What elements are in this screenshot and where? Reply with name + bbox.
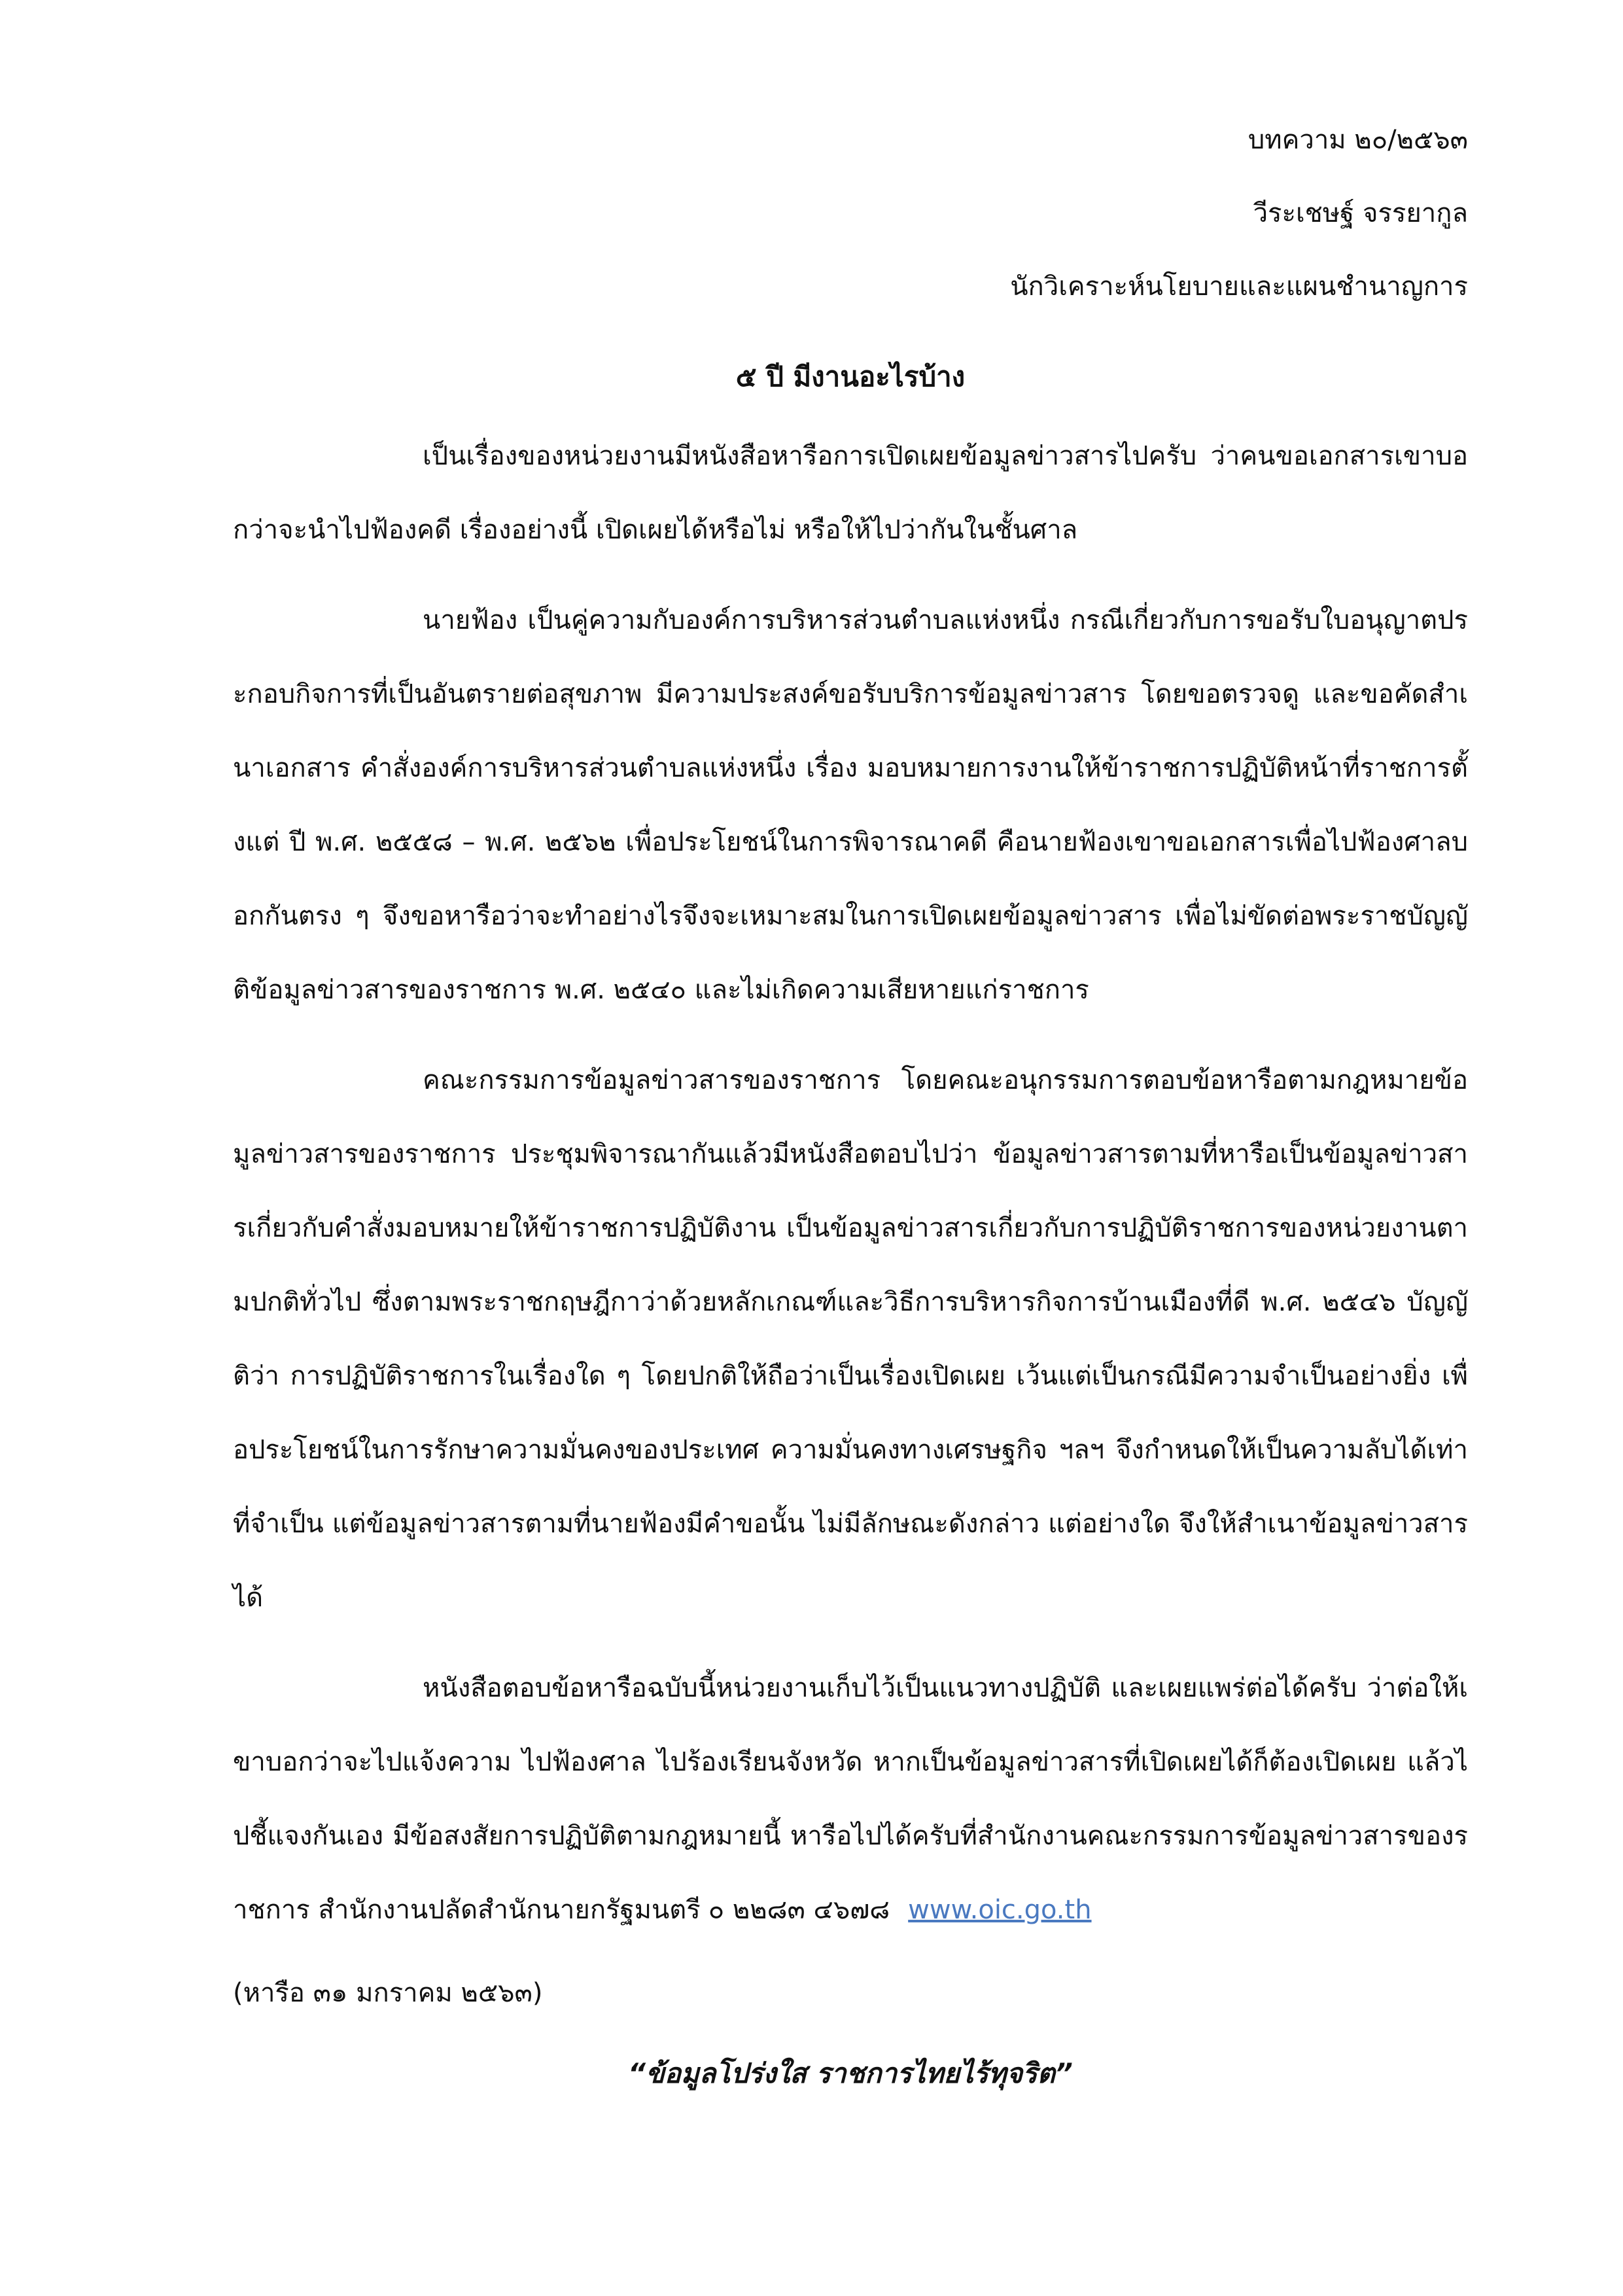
article-header bbox=[233, 103, 1468, 323]
paragraph-answer: คณะกรรมการข้อมูลข่าวสารของราชการ โดยคณะอนุกรรมการตอบข้อหารือตามกฎหมายข้อมูลข่าวสารของราชการ ประชุมพิจารณากันแล้วมีหนังสือตอบไปว่า ข้อมูลข่าวสารตามที่หารือเป็นข้อมูลข่าวสารเกี่ยวกับคำสั่งมอบหมายให้ข้าราชการปฏิบัติงาน เป็นข้อมูลข่าวสารเกี่ยวกับการปฏิบัติราชการของหน่วยงานตามปกติทั่วไป ซึ่งตามพระราชกฤษฎีกาว่าด้วยหลักเกณฑ์และวิธีการบริหารกิจการบ้านเมืองที่ดี พ.ศ. ๒๕๔๖ บัญญัติว่า การปฏิบัติราชการในเรื่องใด ๆ โดยปกติให้ถือว่าเป็นเรื่องเปิดเผย เว้นแต่เป็นกรณีมีความจำเป็นอย่างยิ่ง เพื่อประโยชน์ในการรักษาความมั่นคงของประเทศ ความมั่นคงทางเศรษฐกิจ ฯลฯ จึงกำหนดให้เป็นความลับได้เท่าที่จำเป็น แต่ข้อมูลข่าวสารตามที่นายฟ้องมีคำขอนั้น ไม่มีลักษณะดังกล่าว แต่อย่างใด จึงให้สำเนาข้อมูลข่าวสารได้ bbox=[233, 1065, 1468, 1613]
author-position: นักวิเคราะห์นโยบายและแผนชำนาญการ bbox=[1010, 272, 1468, 302]
paragraph-closing bbox=[233, 1651, 1468, 1947]
document-body bbox=[233, 103, 1468, 2113]
article-title: ๕ ปี มีงานอะไรบ้าง bbox=[735, 361, 966, 393]
slogan: “ข้อมูลโปร่งใส ราชการไทยไร้ทุจริต” bbox=[628, 2057, 1073, 2089]
website-link[interactable]: www.oic.go.th bbox=[908, 1895, 1092, 1925]
closing-text: หนังสือตอบข้อหารือฉบับนี้หน่วยงานเก็บไว้เป็นแนวทางปฏิบัติ และเผยแพร่ต่อได้ครับ ว่าต่อให้เขาบอกว่าจะไปแจ้งความ ไปฟ้องศาล ไปร้องเรียนจังหวัด หากเป็นข้อมูลข่าวสารที่เปิดเผยได้ก็ต้องเปิดเผย แล้วไปชี้แจงกันเอง มีข้อสงสัยการปฏิบัติตามกฎหมายนี้ หารือไปได้ครับที่สำนักงานคณะกรรมการข้อมูลข่าวสารของราชการ สำนักงานปลัดสำนักนายกรัฐมนตรี bbox=[233, 1673, 1468, 1925]
paragraph-intro: เป็นเรื่องของหน่วยงานมีหนังสือหารือการเปิดเผยข้อมูลข่าวสารไปครับ ว่าคนขอเอกสารเขาบอกว่าจะนำไปฟ้องคดี เรื่องอย่างนี้ เปิดเผยได้หรือไม่ หรือให้ไปว่ากันในชั้นศาล bbox=[233, 441, 1468, 545]
paragraph-case: นายฟ้อง เป็นคู่ความกับองค์การบริหารส่วนตำบลแห่งหนึ่ง กรณีเกี่ยวกับการขอรับใบอนุญาตประกอบกิจการที่เป็นอันตรายต่อสุขภาพ มีความประสงค์ขอรับบริการข้อมูลข่าวสาร โดยขอตรวจดู และขอคัดสำเนาเอกสาร คำสั่งองค์การบริหารส่วนตำบลแห่งหนึ่ง เรื่อง มอบหมายการงานให้ข้าราชการปฏิบัติหน้าที่ราชการตั้งแต่ ปี พ.ศ. ๒๕๕๘ – พ.ศ. ๒๕๖๒ เพื่อประโยชน์ในการพิจารณาคดี คือนายฟ้องเขาขอเอกสารเพื่อไปฟ้องศาลบอกกันตรง ๆ จึงขอหารือว่าจะทำอย่างไรจึงจะเหมาะสมในการเปิดเผยข้อมูลข่าวสาร เพื่อไม่ขัดต่อพระราชบัญญัติข้อมูลข่าวสารของราชการ พ.ศ. ๒๕๔๐ และไม่เกิดความเสียหายแก่ราชการ bbox=[233, 605, 1468, 1005]
author-name: วีระเชษฐ์ จรรยากูล bbox=[1253, 198, 1468, 228]
consultation-date: (หารือ ๓๑ มกราคม ๒๕๖๓) bbox=[233, 1978, 543, 2008]
contact-phone: ๐ ๒๒๘๓ ๔๖๗๘ bbox=[708, 1895, 890, 1925]
article-number: บทความ ๒๐/๒๕๖๓ bbox=[1248, 125, 1468, 155]
